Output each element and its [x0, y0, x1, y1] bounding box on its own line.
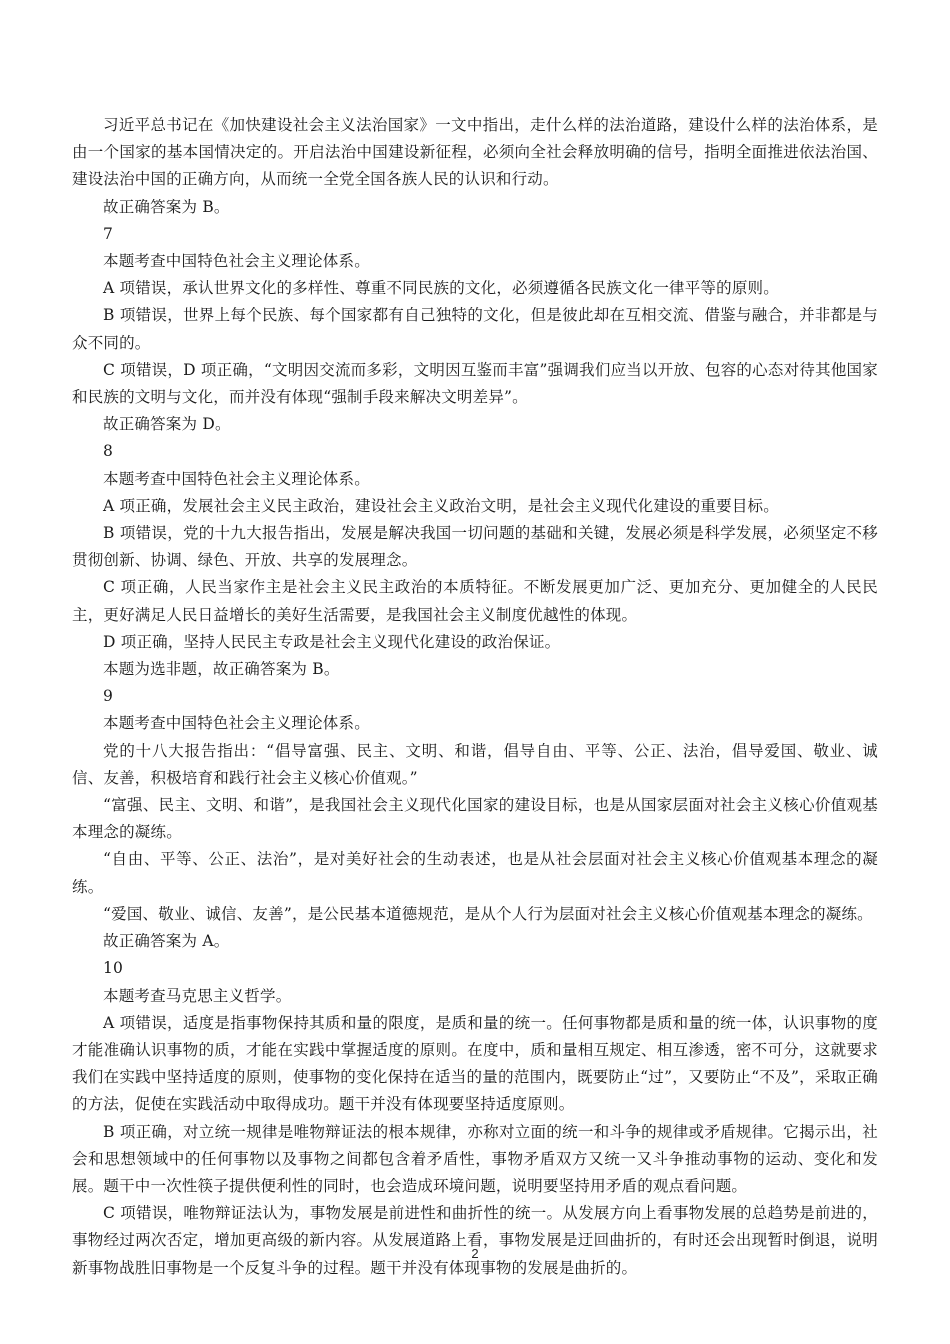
paragraph: 党的十八大报告指出：“倡导富强、民主、文明、和谐，倡导自由、平等、公正、法治，倡导爱国、敬业、诚信、友善，积极培育和践行社会主义核心价值观。”	[72, 741, 878, 787]
topic-line: 本题考查中国特色社会主义理论体系。	[103, 252, 370, 271]
paragraph: B 项错误，世界上每个民族、每个国家都有自己独特的文化，但是彼此却在互相交流、借鉴与融合，并非都是与众不同的。	[72, 306, 878, 352]
paragraph: B 项错误，党的十九大报告指出，发展是解决我国一切问题的基础和关键，发展必须是科学发展，必须坚定不移贯彻创新、协调、绿色、开放、共享的发展理念。	[72, 524, 878, 570]
paragraph: A 项正确，发展社会主义民主政治，建设社会主义政治文明，是社会主义现代化建设的重要目标。	[103, 496, 779, 515]
document-body	[72, 112, 878, 1282]
paragraph: “爱国、敬业、诚信、友善”，是公民基本道德规范，是从个人行为层面对社会主义核心价值观基本理念的凝练。	[103, 904, 873, 923]
paragraph: 习近平总书记在《加快建设社会主义法治国家》一文中指出，走什么样的法治道路，建设什么样的法治体系，是由一个国家的基本国情决定的。开启法治中国建设新征程，必须向全社会释放明确的信号，指明全面推进依法治国、建设法治中国的正确方向，从而统一全党全国各族人民的认识和行动。	[72, 116, 878, 189]
answer-line: 故正确答案为 A。	[103, 932, 230, 951]
paragraph: B 项正确，对立统一规律是唯物辩证法的根本规律，亦称对立面的统一和斗争的规律或矛盾规律。它揭示出，社会和思想领域中的任何事物以及事物之间都包含着矛盾性，事物矛盾双方又统一又斗争推动事物的运动、变化和发展。题干中一次性筷子提供便利性的同时，也会造成环境问题，说明要坚持用矛盾的观点看问题。	[72, 1122, 878, 1195]
paragraph: C 项正确，人民当家作主是社会主义民主政治的本质特征。不断发展更加广泛、更加充分、更加健全的人民民主，更好满足人民日益增长的美好生活需要，是我国社会主义制度优越性的体现。	[72, 578, 878, 624]
answer-line: 故正确答案为 B。	[103, 197, 230, 216]
paragraph: A 项错误，承认世界文化的多样性、尊重不同民族的文化，必须遵循各民族文化一律平等的原则。	[103, 279, 779, 298]
paragraph: A 项错误，适度是指事物保持其质和量的限度，是质和量的统一。任何事物都是质和量的统一体，认识事物的度才能准确认识事物的质，才能在实践中掌握适度的原则。在度中，质和量相互规定、相互渗透，密不可分，这就要求我们在实践中坚持适度的原则，使事物的变化保持在适当的量的范围内，既要防止“过”，又要防止“不及”，采取正确的方法，促使在实践活动中取得成功。题干并没有体现要坚持适度原则。	[72, 1013, 878, 1114]
paragraph: “富强、民主、文明、和谐”，是我国社会主义现代化国家的建设目标，也是从国家层面对社会主义核心价值观基本理念的凝练。	[72, 796, 878, 842]
answer-line: 本题为选非题，故正确答案为 B。	[103, 660, 340, 679]
paragraph: D 项正确，坚持人民民主专政是社会主义现代化建设的政治保证。	[103, 632, 561, 651]
question-number: 7	[103, 224, 114, 243]
paragraph: C 项错误，唯物辩证法认为，事物发展是前进性和曲折性的统一。从发展方向上看事物发展的总趋势是前进的，事物经过两次否定，增加更高级的新内容。从发展道路上看，事物发展是迂回曲折的，有时还会出现暂时倒退，说明新事物战胜旧事物是一个反复斗争的过程。题干并没有体现事物的发展是曲折的。	[72, 1204, 878, 1277]
topic-line: 本题考查中国特色社会主义理论体系。	[103, 714, 370, 733]
topic-line: 本题考查中国特色社会主义理论体系。	[103, 469, 370, 488]
question-number: 9	[103, 687, 114, 706]
topic-line: 本题考查马克思主义哲学。	[103, 986, 292, 1005]
question-number: 10	[103, 959, 124, 978]
paragraph: C 项错误，D 项正确，“文明因交流而多彩，文明因互鉴而丰富”强调我们应当以开放、包容的心态对待其他国家和民族的文明与文化，而并没有体现“强制手段来解决文明差异”。	[72, 360, 878, 407]
answer-line: 故正确答案为 D。	[103, 415, 231, 434]
paragraph: “自由、平等、公正、法治”，是对美好社会的生动表述，也是从社会层面对社会主义核心价值观基本理念的凝练。	[72, 850, 878, 896]
page-number: 2	[471, 1246, 479, 1261]
question-number: 8	[103, 442, 114, 461]
